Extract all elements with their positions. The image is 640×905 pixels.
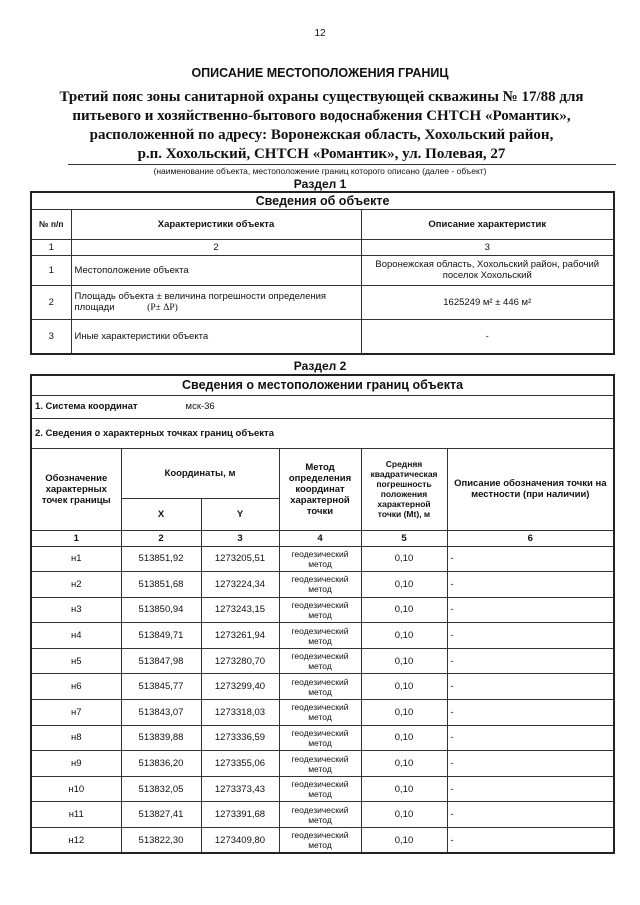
col-header: Описание характеристик: [361, 209, 614, 239]
method: геодезический метод: [279, 623, 361, 649]
coord-x: 513851,68: [121, 572, 201, 598]
col-number: 6: [447, 530, 614, 546]
characteristic: [71, 285, 361, 319]
col-header: Средняя квадратическая погрешность положения характерной точки (Mt), м: [361, 448, 447, 530]
error: 0,10: [361, 546, 447, 572]
col-header: Координаты, м: [121, 448, 279, 498]
col-number: 3: [201, 530, 279, 546]
section2-label: Раздел 2: [293, 359, 347, 373]
col-number: 1: [31, 239, 71, 255]
characteristic: Иные характеристики объекта: [71, 319, 361, 354]
method: геодезический метод: [279, 674, 361, 700]
subtitle-line: р.п. Хохольский, СНТСН «Романтик», ул. Полевая, 27: [137, 146, 506, 162]
table-row: [31, 597, 614, 623]
col-number: 4: [279, 530, 361, 546]
coord-y: 1273299,40: [201, 674, 279, 700]
table-row: [31, 674, 614, 700]
table-row: [31, 802, 614, 828]
method: геодезический метод: [279, 597, 361, 623]
method: геодезический метод: [279, 700, 361, 726]
error: 0,10: [361, 674, 447, 700]
point-name: н11: [31, 802, 121, 828]
coord-y: 1273318,03: [201, 700, 279, 726]
table-title: Сведения об объекте: [31, 192, 614, 209]
coord-system-value: мск-36: [185, 401, 215, 412]
section1-label: Раздел 1: [293, 177, 347, 191]
error: 0,10: [361, 802, 447, 828]
coord-x: 513836,20: [121, 751, 201, 777]
method: геодезический метод: [279, 546, 361, 572]
page-number: 12: [314, 28, 326, 39]
col-number: 3: [361, 239, 614, 255]
point-name: н9: [31, 751, 121, 777]
formula: (P± ΔP): [147, 303, 178, 313]
col-number: 5: [361, 530, 447, 546]
coord-x: 513827,41: [121, 802, 201, 828]
point-description: -: [447, 597, 614, 623]
table-row: [31, 828, 614, 854]
point-name: н3: [31, 597, 121, 623]
coord-y: 1273261,94: [201, 623, 279, 649]
coord-y: 1273280,70: [201, 648, 279, 674]
coord-y: 1273409,80: [201, 828, 279, 854]
row-number: 1: [31, 255, 71, 285]
points-label: 2. Сведения о характерных точках границ объекта: [31, 418, 614, 448]
table-row: [31, 623, 614, 649]
point-description: -: [447, 623, 614, 649]
coord-y: 1273336,59: [201, 725, 279, 751]
object-name: [30, 88, 613, 164]
description: -: [361, 319, 614, 354]
point-name: н2: [31, 572, 121, 598]
table-row: [31, 725, 614, 751]
row-number: 3: [31, 319, 71, 354]
table-row: [31, 700, 614, 726]
point-description: -: [447, 776, 614, 802]
table-row: [31, 572, 614, 598]
col-number: 2: [121, 530, 201, 546]
point-description: -: [447, 674, 614, 700]
coord-x: 513849,71: [121, 623, 201, 649]
point-description: -: [447, 802, 614, 828]
coord-y: 1273243,15: [201, 597, 279, 623]
characteristic: Местоположение объекта: [71, 255, 361, 285]
characteristic-text: Площадь объекта ± величина погрешности определения площади: [74, 291, 327, 313]
point-name: н6: [31, 674, 121, 700]
coord-system-row: [31, 395, 614, 418]
table-row: [31, 776, 614, 802]
error: 0,10: [361, 776, 447, 802]
point-name: н8: [31, 725, 121, 751]
object-info-table: [30, 191, 615, 355]
coord-x: 513847,98: [121, 648, 201, 674]
subtitle-line: питьевого и хозяйственно-бытового водоснабжения СНТСН «Романтик»,: [72, 108, 571, 124]
divider: [68, 164, 616, 165]
error: 0,10: [361, 828, 447, 854]
point-description: -: [447, 648, 614, 674]
col-header: Обозначение характерных точек границы: [31, 448, 121, 530]
col-header-y: Y: [201, 498, 279, 530]
coord-y: 1273224,34: [201, 572, 279, 598]
method: геодезический метод: [279, 802, 361, 828]
coord-x: 513850,94: [121, 597, 201, 623]
coord-y: 1273391,68: [201, 802, 279, 828]
description: Воронежская область, Хохольский район, рабочий поселок Хохольский: [361, 255, 614, 285]
table-row: [31, 285, 614, 319]
point-description: -: [447, 546, 614, 572]
table-title: Сведения о местоположении границ объекта: [31, 375, 614, 395]
method: геодезический метод: [279, 572, 361, 598]
point-name: н7: [31, 700, 121, 726]
table-row: [31, 319, 614, 354]
coord-x: 513851,92: [121, 546, 201, 572]
coord-x: 513845,77: [121, 674, 201, 700]
table-row: [31, 751, 614, 777]
method: геодезический метод: [279, 725, 361, 751]
point-description: -: [447, 828, 614, 854]
col-number: 1: [31, 530, 121, 546]
error: 0,10: [361, 597, 447, 623]
point-name: н10: [31, 776, 121, 802]
subtitle-line: Третий пояс зоны санитарной охраны существующей скважины № 17/88 для: [59, 89, 584, 105]
error: 0,10: [361, 648, 447, 674]
col-header-x: X: [121, 498, 201, 530]
boundary-table: [30, 374, 615, 854]
error: 0,10: [361, 623, 447, 649]
point-description: -: [447, 700, 614, 726]
description: 1625249 м² ± 446 м²: [361, 285, 614, 319]
col-header: Описание обозначения точки на местности (при наличии): [447, 448, 614, 530]
method: геодезический метод: [279, 648, 361, 674]
table-row: [31, 648, 614, 674]
coord-y: 1273355,06: [201, 751, 279, 777]
point-description: -: [447, 572, 614, 598]
document-title: ОПИСАНИЕ МЕСТОПОЛОЖЕНИЯ ГРАНИЦ: [191, 66, 449, 80]
error: 0,10: [361, 751, 447, 777]
method: геодезический метод: [279, 751, 361, 777]
col-header: № п/п: [31, 209, 71, 239]
table-row: [31, 255, 614, 285]
row-number: 2: [31, 285, 71, 319]
point-name: н1: [31, 546, 121, 572]
point-description: -: [447, 751, 614, 777]
table-row: [31, 546, 614, 572]
coord-x: 513832,05: [121, 776, 201, 802]
col-header: Метод определения координат характерной точки: [279, 448, 361, 530]
point-description: -: [447, 725, 614, 751]
error: 0,10: [361, 700, 447, 726]
error: 0,10: [361, 725, 447, 751]
coord-x: 513839,88: [121, 725, 201, 751]
coord-y: 1273205,51: [201, 546, 279, 572]
method: геодезический метод: [279, 828, 361, 854]
method: геодезический метод: [279, 776, 361, 802]
subtitle-line: расположенной по адресу: Воронежская область, Хохольский район,: [89, 127, 554, 143]
point-name: н12: [31, 828, 121, 854]
coord-x: 513822,30: [121, 828, 201, 854]
error: 0,10: [361, 572, 447, 598]
col-number: 2: [71, 239, 361, 255]
object-name-note: (наименование объекта, местоположение границ которого описано (далее - объект): [153, 166, 487, 176]
point-name: н4: [31, 623, 121, 649]
coord-x: 513843,07: [121, 700, 201, 726]
coord-system-label: 1. Система координат: [35, 401, 138, 412]
point-name: н5: [31, 648, 121, 674]
col-header: Характеристики объекта: [71, 209, 361, 239]
coord-y: 1273373,43: [201, 776, 279, 802]
